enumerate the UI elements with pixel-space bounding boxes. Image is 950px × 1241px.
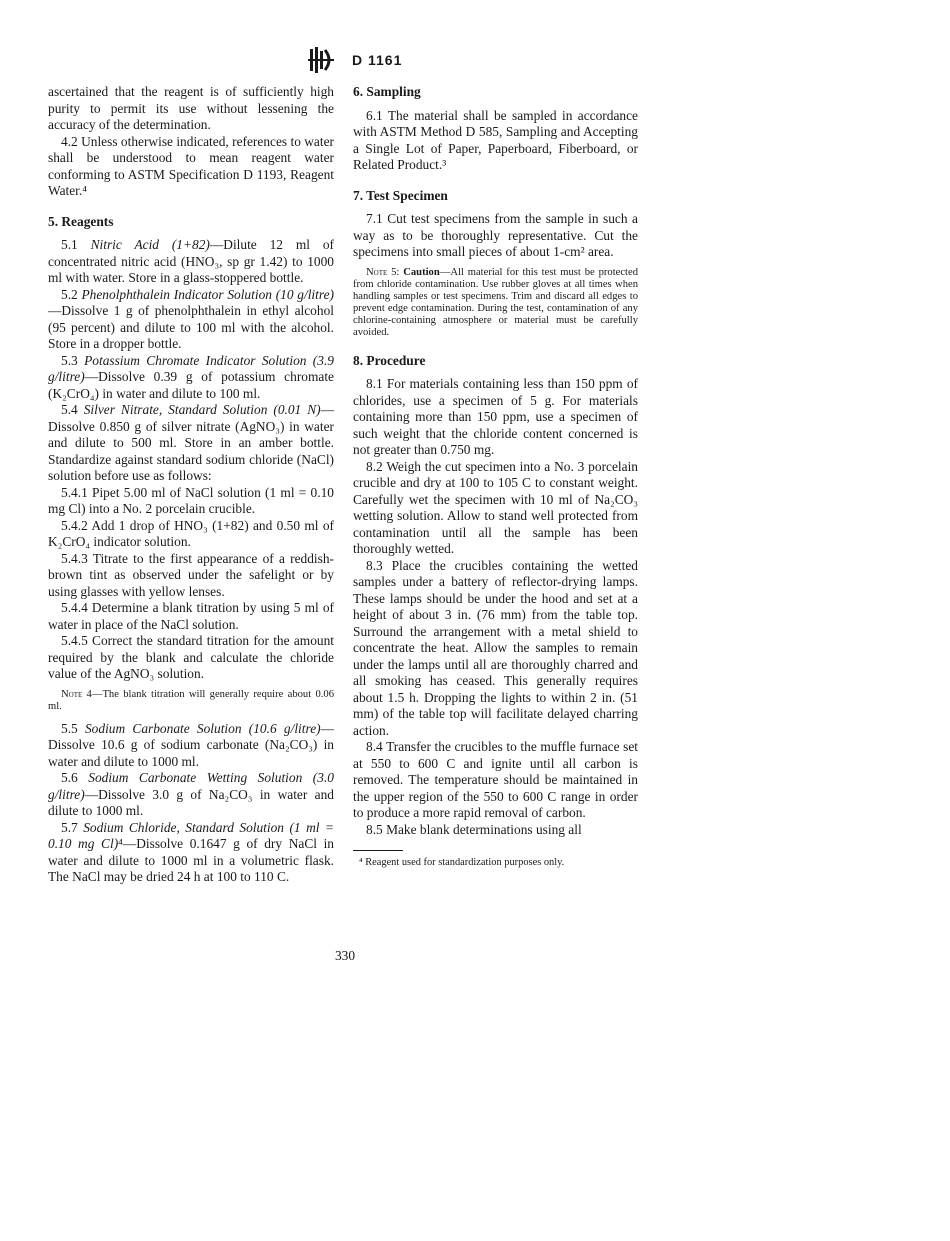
paragraph-5-5: 5.5 Sodium Carbonate Solution (10.6 g/litre)—Dissolve 10.6 g of sodium carbonate (Na₂CO₃) in water and dilute to 1000 ml.	[48, 720, 334, 769]
paragraph-5-4-3: 5.4.3 Titrate to the first appearance of a reddish-brown tint as observed under the safelight or by using glasses with yellow lenses.	[48, 550, 334, 599]
paragraph-8-2: 8.2 Weigh the cut specimen into a No. 3 porcelain crucible and dry at 100 to 105 C to constant weight. Carefully wet the specimen with 10 ml of Na₂CO₃ wetting solution. Allow to stand well protected from contamination until all the sample has been thoroughly wetted.	[353, 458, 638, 556]
section-heading-reagents: 5. Reagents	[48, 213, 114, 229]
reagent-title: Nitric Acid (1+82)	[90, 237, 210, 252]
note-4: Note 4—The blank titration will generally require about 0.06 ml.	[48, 688, 334, 712]
paragraph-5-4-5: 5.4.5 Correct the standard titration for the amount required by the blank and calculate the chloride value of the AgNO₃ solution.	[48, 633, 334, 681]
footnote-divider	[353, 850, 403, 851]
paragraph-5-2: 5.2 Phenolphthalein Indicator Solution (10 g/litre)—Dissolve 1 g of phenolphthalein in ethyl alcohol (95 percent) and dilute to 100 ml with the alcohol. Store in a dropper bottle.	[48, 286, 334, 351]
section-heading-procedure: 8. Procedure	[353, 352, 426, 368]
paragraph-8-5: 8.5 Make blank determinations using all	[366, 821, 582, 837]
paragraph-5-1: 5.1 Nitric Acid (1+82)—Dilute 12 ml of concentrated nitric acid (HNO₃, sp gr 1.42) to 1000 ml with water. Store in a glass-stoppered bottle.	[48, 237, 334, 285]
reagent-title: Silver Nitrate, Standard Solution (0.01 N)	[83, 402, 321, 417]
standard-designation: D 1161	[352, 52, 403, 68]
astm-logo-icon	[308, 46, 334, 74]
paragraph-8-1: 8.1 For materials containing less than 150 ppm of chlorides, use a specimen of 5 g. For materials containing more than 150 ppm, use a specimen of such weight that the chloride content concerned is not greater than 0.750 mg.	[353, 376, 638, 457]
caution-label: Caution	[403, 266, 440, 278]
paragraph-7-1: 7.1 Cut test specimens from the sample in such a way as to be thoroughly representative. Cut the specimens into small pieces of about 1-cm² area.	[353, 211, 638, 259]
page-header	[0, 46, 950, 76]
paragraph-8-4: 8.4 Transfer the crucibles to the muffle furnace set at 550 to 600 C and ignite until all carbon is removed. The temperature should be maintained in the upper region of the 550 to 600 C range in order to produce a more rapid removal of carbon.	[353, 739, 638, 820]
paragraph-5-6: 5.6 Sodium Carbonate Wetting Solution (3.0 g/litre)—Dissolve 3.0 g of Na₂CO₃ in water and dilute to 1000 ml.	[48, 770, 334, 818]
reagent-title: Sodium Carbonate Solution (10.6 g/litre)	[84, 720, 321, 736]
section-heading-test-specimen: 7. Test Specimen	[353, 187, 448, 203]
paragraph-6-1: 6.1 The material shall be sampled in accordance with ASTM Method D 585, Sampling and Accepting a Single Lot of Paper, Paperboard, Fiberboard, or Related Product.³	[353, 107, 638, 172]
left-column	[48, 84, 334, 886]
reagent-title: Sodium Carbonate Wetting Solution (3.0 g/litre)	[48, 770, 334, 802]
paragraph-5-3: 5.3 Potassium Chromate Indicator Solution (3.9 g/litre)—Dissolve 0.39 g of potassium chromate (K₂CrO₄) in water and dilute to 100 ml.	[48, 352, 334, 401]
right-column	[353, 84, 638, 872]
reagent-title: Potassium Chromate Indicator Solution (3.9 g/litre)	[48, 352, 334, 384]
paragraph-8-3: 8.3 Place the crucibles containing the wetted samples under a battery of reflector-drying lamps. These lamps should be under the hood and set at a height of about 3 in. (76 mm) from the table top. Surround the arrangement with a metal shield to concentrate the heat. Allow the samples to remain under the lamps until all are thoroughly charred and all smoking has ceased. This generally requires about 1.5 h. Dropping the lights to within 2 in. (51 mm) of the table top will facilitate delayed charring action.	[353, 557, 638, 738]
reagent-title: Phenolphthalein Indicator Solution (10 g/litre)	[81, 286, 334, 302]
paragraph-5-4-4: 5.4.4 Determine a blank titration by using 5 ml of water in place of the NaCl solution.	[48, 600, 334, 632]
paragraph-5-4-2: 5.4.2 Add 1 drop of HNO₃ (1+82) and 0.50 ml of K₂CrO₄ indicator solution.	[48, 517, 334, 549]
section-heading-sampling: 6. Sampling	[353, 84, 421, 99]
paragraph-4-1-continuation: ascertained that the reagent is of sufficiently high purity to permit its use without lessening the accuracy of the determination.	[48, 84, 334, 132]
reagent-title: Sodium Chloride, Standard Solution (1 ml = 0.10 mg Cl)	[48, 819, 334, 851]
paragraph-5-4: 5.4 Silver Nitrate, Standard Solution (0.01 N)—Dissolve 0.850 g of silver nitrate (AgNO₃) in water and dilute to 500 ml. Store in an amber bottle. Standardize against standard sodium chloride (NaCl) solution before use as follows:	[48, 402, 334, 483]
paragraph-5-7: 5.7 Sodium Chloride, Standard Solution (1 ml = 0.10 mg Cl)⁴—Dissolve 0.1647 g of dry NaCl in water and dilute to 1000 ml in a volumetric flask. The NaCl may be dried 24 h at 100 to 110 C.	[48, 819, 335, 884]
note-5: Note 5: Caution—All material for this test must be protected from chloride contamination. Use rubber gloves at all times when handling samples or test specimens. Trim and discard all edges to prevent edge contamination. During the test, contamination of any chlorine-containing atmosphere or material must be carefully avoided.	[353, 266, 638, 338]
paragraph-5-4-1: 5.4.1 Pipet 5.00 ml of NaCl solution (1 ml = 0.10 mg Cl) into a No. 2 porcelain crucible.	[48, 484, 334, 516]
footnote-4: ⁴ Reagent used for standardization purposes only.	[359, 857, 565, 868]
page-number: 330	[334, 948, 356, 963]
paragraph-4-2: 4.2 Unless otherwise indicated, references to water shall be understood to mean reagent water conforming to ASTM Specification D 1193, Reagent Water.⁴	[48, 133, 334, 198]
